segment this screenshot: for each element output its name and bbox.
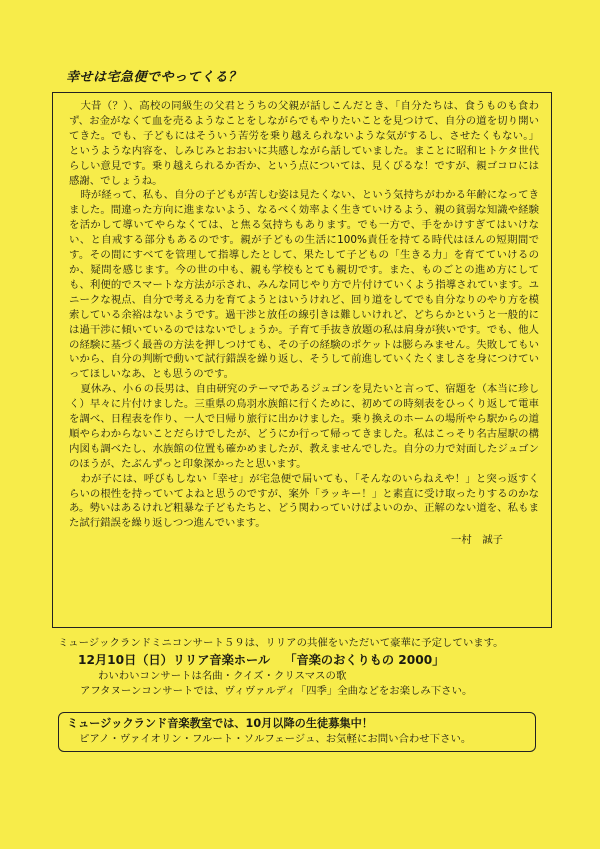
essay-paragraph-4: わが子には、呼びもしない「幸せ」が宅急便で届いても、「そんなのいらねえや！」と突っ返すくらいの根性を持っていてよねと思うのですが、案外「ラッキー！」と素直に受け取ったりするのかなあ。勢いはあるけれど粗暴な子どもたちと、どう関わっていけばよいのか、正解のない道を、私もまた試行錯誤を繰り返しつつ進んでいます。 xyxy=(69,472,539,530)
recruitment-heading: ミュージックランド音楽教室では、10月以降の生徒募集中！ xyxy=(67,717,373,730)
afternoon-concert-line: アフタヌーンコンサートでは、ヴィヴァルディ「四季」全曲などをお楽しみ下さい。 xyxy=(80,685,473,697)
concert-notice xyxy=(58,636,558,699)
essay-paragraph-2: 時が経って、私も、自分の子どもが苦しむ姿は見たくない、という気持ちがわかる年齢になってきました。間違った方向に進まないよう、なるべく効率よく生きていけるよう、親の貧弱な知識や経験を活かして導いてやらなくては、と焦る気持ちもあります。でも一方で、手をかけすぎてはいけない、と自戒する部分もあるのです。親が子どもの生活に100%責任を持てる時代はほんの短期間です。その間にすべてを管理して指導したとして、果たして子どもの「生きる力」を育てていけるのか、疑問を感じます。今の世の中も、親も学校もとても親切です。また、ものごとの進め方にしても、利便的でスマートな方法が示され、みんな同じやり方で片付けていくよう指導されています。ユニークな視点、自分で考える力を育てようとはいうけれど、回り道をしてでも自分なりのやり方を模索している余裕はないようです。過干渉と放任の線引きは難しいけれど、どちらかというと一般的には過干渉に傾いているのではないでしょうか。子育て手抜き放題の私は肩身が狭いです。でも、他人の経験に基づく最善の方法を押しつけても、その子の経験のポケットは膨らみません。失敗してもいいから、自分の判断で動いて試行錯誤を繰り返し、そうして前進していくたくましさを身につけていってほしいなあ、とも思うのです。 xyxy=(69,189,539,381)
concert-notice-intro: ミュージックランドミニコンサート５９は、リリアの共催をいただいて豪華に予定しています。 xyxy=(58,637,504,649)
concert-title: 「音楽のおくりもの 2000」 xyxy=(284,653,445,667)
author-signature: 一村 誠子 xyxy=(451,534,503,547)
essay-title: 幸せは宅急便でやってくる？ xyxy=(66,70,242,85)
essay-paragraph-1: 大昔（？）、高校の同級生の父君とうちの父親が話しこんだとき、「自分たちは、食うものも食わず、お金がなくて血を売るようなことをしながらでもやりたいことを見つけて、自分の道を切り開いてきた。でも、子どもにはそういう苦労を乗り越えられないような気がするし、させたくもない。」というような内容を、しみじみとおおいに共感しながら話していました。まことに昭和ヒトケタ世代らしい意見です。乗り越えられるか否か、という点については、見くびるな！ですが、親ゴコロには感謝、でしょうね。 xyxy=(69,100,539,187)
essay-body xyxy=(69,99,539,531)
concert-date-line xyxy=(78,651,558,669)
concert-date-venue: 12月10日（日）リリア音楽ホール xyxy=(78,653,271,667)
essay-box xyxy=(52,92,552,628)
essay-paragraph-3: 夏休み、小６の長男は、自由研究のテーマであるジュゴンを見たいと言って、宿題を（本当に珍しく）早々に片付けました。三重県の鳥羽水族館に行くために、初めての時刻表をひっくり返して電車を調べ、日程表を作り、一人で日帰り旅行に出かけました。乗り換えのホームの場所やら駅からの道順やらわからないことだらけでしたが、どうにか行って帰ってきました。私はこっそり名古屋駅の構内図も調べたし、水族館の位置も確かめましたが、教えませんでした。自分の力で対面したジュゴンのほうが、たぶんずっと印象深かったと思います。 xyxy=(69,383,539,470)
recruitment-detail: ピアノ・ヴァイオリン・フルート・ソルフェージュ、お気軽にお問い合わせ下さい。 xyxy=(79,733,472,745)
waiwai-concert-line: わいわいコンサートは名曲・クイズ・クリスマスの歌 xyxy=(98,670,347,682)
student-recruitment-box xyxy=(58,712,536,752)
